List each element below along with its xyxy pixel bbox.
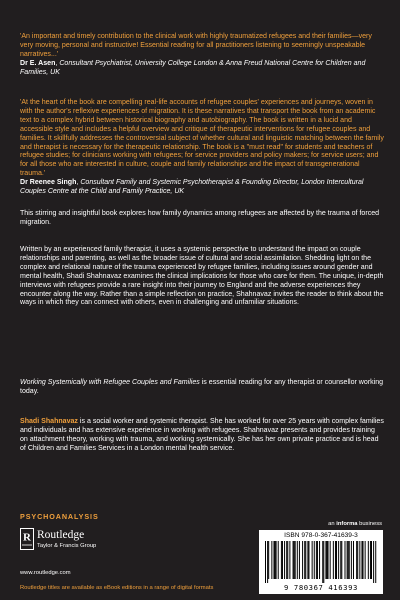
endorsement-1-name: Dr E. Asen <box>20 59 56 67</box>
publisher-website: www.routledge.com <box>20 570 71 576</box>
author-name: Shadi Shahnavaz <box>20 418 78 425</box>
ebook-note: Routledge titles are available as eBook editions in a range of digital formats <box>20 585 214 591</box>
book-title: Working Systemically with Refugee Couples and Families <box>20 379 200 386</box>
endorsement-2-quote: 'At the heart of the book are compelling real-life accounts of refugee couples' experiences and journeys, woven in with the author's reflexive experiences of migration. It is these narratives that transport the book from an academic text to a complex hybrid between historical biography and autobiography. The book is written in a lucid and accessible style and includes a helpful overview and critique of therapeutic interventions for refugee couples and families. It skillfully addresses the controversial subject of whether cultural and linguistic matching between the family and therapist is necessary for the therapeutic relationship. The book is a "must read" for students and teachers of refugee studies; for clinicians working with refugees; for service providers and policy makers; for service users; and for all those who are interested in culture, couple and family relationships and the impact of transgenerational trauma.' <box>20 99 384 178</box>
barcode-digits: 9 780367 416393 <box>284 583 358 592</box>
endorsement-1: 'An important and timely contribution to the clinical work with highly traumatized refugees and their families—very very moving, personal and instructive! Essential reading for all practitioners listening to seemingly unspeakable narratives...' Dr E. Asen, Consultant Psychiatrist, University College London & Anna Freud National Centre for Children and Families, UK <box>20 33 372 76</box>
endorsement-2-affiliation: Consultant Family and Systemic Psychotherapist & Founding Director, London Intercultural Couples Centre at the Child and Family Practice, UK <box>20 179 364 196</box>
description-body: Written by an experienced family therapist, it uses a systemic perspective to understand the impact on couple relationships and parenting, as well as the broader issue of cultural and social assimilation. Shedding light on the complex and relational nature of the trauma experienced by refugee families, including issues around gender and mental health, Shadi Shahnavaz examines the clinical implications for those who care for them. The unique, in-depth interviews with refugees provide a rare insight into their journey to England and the adverse experiences they encounter along the way. Rather than a simple reflection on practice, Shahnavaz invites the reader to think about the ways in which they can connect with others, even in challenging and unfamiliar situations. <box>20 246 384 307</box>
description-closing-text: is essential reading for any therapist or counsellor working today. <box>20 379 384 395</box>
endorsement-1-quote: 'An important and timely contribution to the clinical work with highly traumatized refugees and their families—very very moving, personal and instructive! Essential reading for all practitioners listening to seemingly unspeakable narratives...' <box>20 33 372 58</box>
endorsement-2: 'At the heart of the book are compelling real-life accounts of refugee couples' experiences and journeys, woven in with the author's reflexive experiences of migration. It is these narratives that transport the book from an academic text to a complex hybrid between historical biography and autobiography. The book is written in a lucid and accessible style and includes a helpful overview and critique of therapeutic interventions for refugee couples and families. It skillfully addresses the controversial subject of whether cultural and linguistic matching between the family and therapist is necessary for the therapeutic relationship. The book is a "must read" for students and teachers of refugee studies; for clinicians working with refugees; for service providers and policy makers; for service users; and for all those who are interested in culture, couple and family relationships and the impact of transgenerational trauma.' Dr Reenee Singh, Consultant Family and Systemic Psychotherapist & Founding Director, London Intercultural Couples Centre at the Child and Family Practice, UK <box>20 99 384 196</box>
endorsement-1-affiliation: Consultant Psychiatrist, University College London & Anna Freud National Centre for Children and Families, UK <box>20 59 366 76</box>
barcode-icon <box>263 541 379 583</box>
author-bio-text: is a social worker and systemic therapist. She has worked for over 25 years with complex families and individuals and has extensive experience in working with refugees. Shahnavaz presents and provides training on attachment theory, working with trauma, and working systemically. She has her own private practice and is head of Children and Families Services in a London mental health service. <box>20 418 384 452</box>
publisher-logo <box>20 528 180 562</box>
svg-text:R: R <box>23 531 31 544</box>
informa-tagline: an informa business <box>328 521 382 527</box>
publisher-name: Routledge <box>37 529 85 541</box>
description-intro: This stirring and insightful book explores how family dynamics among refugees are affected by the trauma of forced migration. <box>20 210 380 226</box>
routledge-logo-icon <box>20 528 34 550</box>
barcode-panel <box>259 530 383 594</box>
isbn-label: ISBN 978-0-367-41639-3 <box>284 532 358 539</box>
description-closing <box>20 379 384 397</box>
subject-category: PSYCHOANALYSIS <box>20 512 99 521</box>
endorsement-2-name: Dr Reenee Singh <box>20 179 77 187</box>
publisher-group: Taylor & Francis Group <box>37 543 97 549</box>
informa-brand: informa <box>336 521 358 527</box>
author-bio <box>20 418 384 454</box>
